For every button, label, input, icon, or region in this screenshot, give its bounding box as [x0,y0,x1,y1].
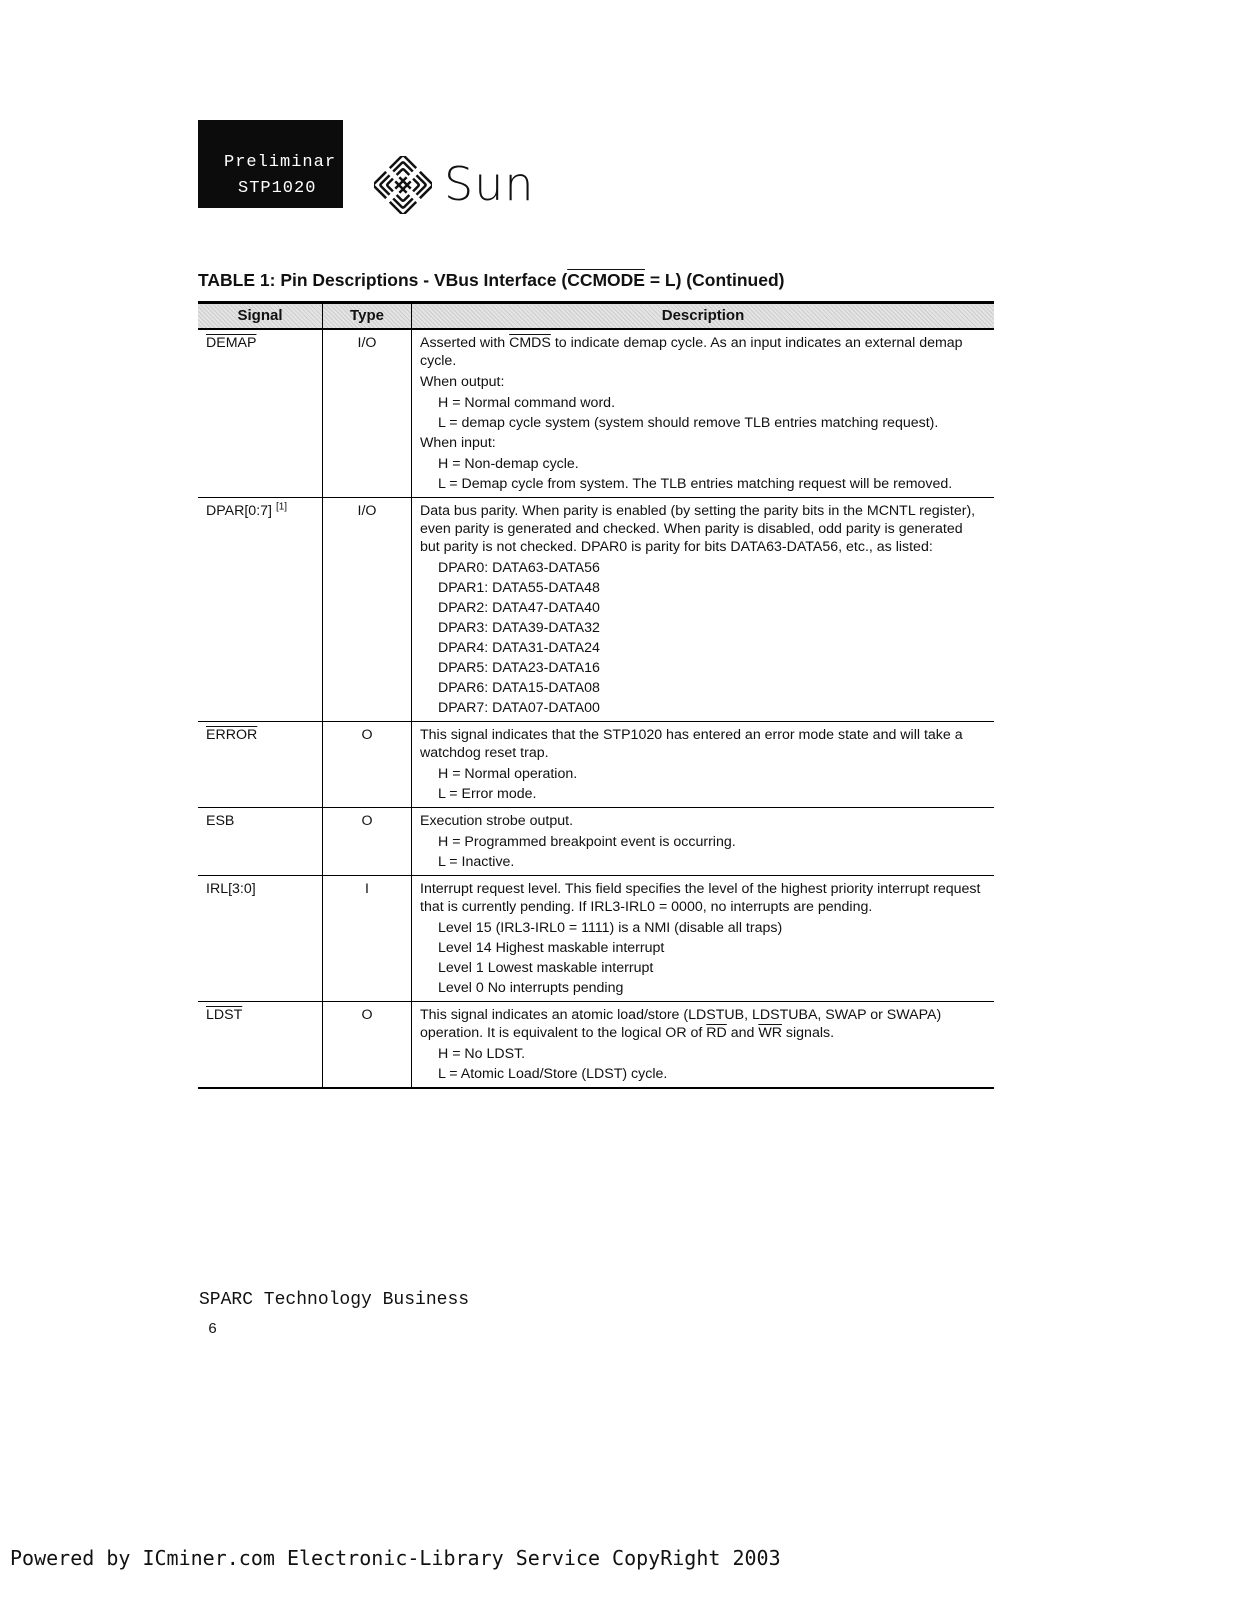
description-line: DPAR4: DATA31-DATA24 [438,640,600,656]
description-line: L = Inactive. [438,854,515,870]
description-line: H = Normal command word. [438,395,616,411]
type-cell: I/O [323,498,412,722]
description-lead: Execution strobe output. [420,813,574,829]
footer-business-unit: SPARC Technology Business [199,1290,470,1310]
description-line: Level 0 No interrupts pending [438,980,624,996]
signal-cell [198,876,323,1002]
description-cell [412,808,995,876]
description-line: DPAR2: DATA47-DATA40 [438,600,600,616]
description-line: H = Non-demap cycle. [438,456,579,472]
description-cell [412,876,995,1002]
description-cell [412,498,995,722]
table-row [198,808,994,876]
signal-cell [198,808,323,876]
description-text: Asserted with [420,335,510,351]
description-lead [420,334,986,370]
description-line: DPAR0: DATA63-DATA56 [438,560,600,576]
footnote-ref: [1] [275,501,288,513]
description-line: DPAR5: DATA23-DATA16 [438,660,600,676]
signal-name: DPAR[0:7] [206,503,272,519]
column-header-description: Description [412,303,995,330]
type-cell: O [323,808,412,876]
type-cell: O [323,1002,412,1089]
description-line: When input: [420,435,496,451]
description-line: H = Programmed breakpoint event is occurring. [438,834,736,850]
description-signal-ref: CMDS [509,335,551,351]
description-lead: Data bus parity. When parity is enabled (by setting the parity bits in the MCNTL register), even parity is generated and checked. When parity is disabled, odd parity is generated but parity is not checked. DPAR0 is parity for bits DATA63-DATA56, etc., as listed: [420,503,976,555]
description-lead: This signal indicates that the STP1020 has entered an error mode state and will take a watchdog reset trap. [420,727,963,761]
powered-by-notice: Powered by ICminer.com Electronic-Library Service CopyRight 2003 [10,1546,781,1570]
description-line: Level 15 (IRL3-IRL0 = 1111) is a NMI (disable all traps) [438,920,783,936]
description-line: Level 14 Highest maskable interrupt [438,940,665,956]
signal-name: ESB [206,813,235,829]
description-text: This signal indicates an atomic load/store (LDSTUB, LDSTUBA, SWAP or SWAPA) operation. It is equivalent to the logical OR of [420,1007,942,1041]
description-line: When output: [420,374,505,390]
description-line: DPAR7: DATA07-DATA00 [438,700,600,716]
page-number: 6 [208,1321,218,1338]
description-lead [420,1006,986,1042]
table-title-suffix: = L) (Continued) [644,270,785,290]
description-line: L = Atomic Load/Store (LDST) cycle. [438,1066,668,1082]
description-text: signals. [781,1025,835,1041]
table-row [198,876,994,1002]
description-line: H = No LDST. [438,1046,526,1062]
table-row [198,498,994,722]
table-title [198,270,784,291]
description-line: L = demap cycle system (system should remove TLB entries matching request). [438,415,939,431]
table-header-row [198,303,994,330]
type-cell: I/O [323,329,412,498]
sun-logo-icon [374,156,432,214]
signal-name: IRL[3:0] [206,881,256,897]
signal-name: LDST [206,1007,243,1023]
description-line: L = Error mode. [438,786,537,802]
table-title-prefix: TABLE 1: Pin Descriptions - VBus Interface ( [198,270,568,290]
description-line: H = Normal operation. [438,766,578,782]
pin-descriptions-table [198,301,994,1089]
column-header-type: Type [323,303,412,330]
signal-cell [198,1002,323,1089]
part-number: STP1020 [238,179,317,198]
signal-name: DEMAP [206,335,257,351]
description-cell [412,1002,995,1089]
description-line: DPAR1: DATA55-DATA48 [438,580,600,596]
description-line: Level 1 Lowest maskable interrupt [438,960,654,976]
table-row [198,329,994,498]
preliminary-label: Preliminar [224,153,337,172]
signal-name: ERROR [206,727,258,743]
signal-cell [198,498,323,722]
column-header-signal: Signal [198,303,323,330]
description-line: DPAR6: DATA15-DATA08 [438,680,600,696]
description-line: DPAR3: DATA39-DATA32 [438,620,600,636]
description-signal-ref: $\overline{RD}$ [706,1025,727,1041]
description-text: and [726,1025,759,1041]
type-cell: O [323,722,412,808]
signal-cell [198,722,323,808]
type-cell: I [323,876,412,1002]
signal-cell [198,329,323,498]
preliminary-badge [198,120,343,208]
sun-wordmark: Sun [444,157,535,211]
description-line: L = Demap cycle from system. The TLB entries matching request will be removed. [438,476,953,492]
description-lead: Interrupt request level. This field specifies the level of the highest priority interrupt request that is currently pending. If IRL3-IRL0 = 0000, no interrupts are pending. [420,881,981,915]
table-title-ccmode: CCMODE [567,270,645,290]
description-signal-ref: $\overline{WR}$ [758,1025,782,1041]
table-row [198,1002,994,1089]
description-cell [412,722,995,808]
description-text: to indicate demap cycle. As an input indicates an external demap cycle. [420,335,963,369]
table-row [198,722,994,808]
description-cell [412,329,995,498]
